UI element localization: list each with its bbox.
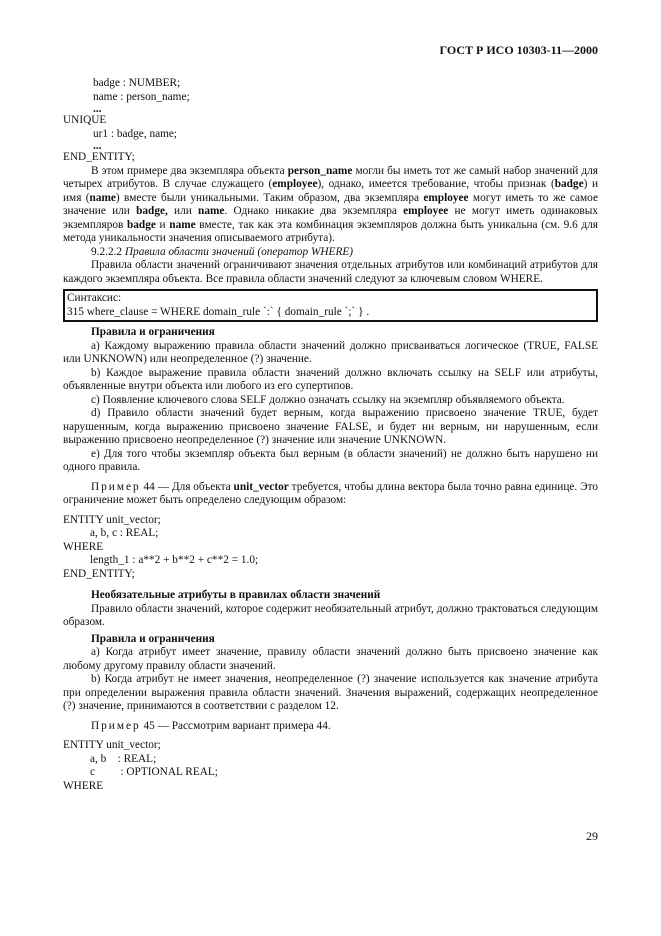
code-line: length_1 : a**2 + b**2 + c**2 = 1.0; [90,554,259,566]
rule-item: a) Каждому выражению правила области значений должно присваиваться логическое (TRUE, FALSE или UNKNOWN) или неопределенное (?) значение. [63,339,598,365]
code-line: ENTITY unit_vector; [63,739,161,751]
page-header: ГОСТ Р ИСО 10303-11—2000 [439,43,598,57]
code-line: ENTITY unit_vector; [63,513,161,526]
rules-heading: Правила и ограничения [91,632,215,645]
syntax-rule: 315 where_clause = WHERE domain_rule `:` { domain_rule `;` } . [67,305,370,318]
code-line: c : OPTIONAL REAL; [90,766,218,778]
code-block-example-45 [63,739,598,793]
rule-item: e) Для того чтобы экземпляр объекта был верным (в области значений) не должно быть нарушено ни одного правила. [63,447,598,473]
example-45-text: Пример 45 — Рассмотрим вариант примера 44. [91,719,331,732]
code-line: a, b : REAL; [90,752,157,765]
example-44-text: Пример 44 — Для объекта unit_vector требуется, чтобы длина вектора была точно равна единице. Это ограничение может быть определено следующим образом: [63,480,599,506]
code-block-example-44 [63,514,598,582]
code-line: ur1 : badge, name; [93,127,178,140]
optional-text: Правило области значений, которое содержит необязательный атрибут, должно трактоваться следующим образом. [63,602,598,628]
paragraph-example-explanation: В этом примере два экземпляра объекта person_name могли бы иметь тот же самый набор значений для четырех атрибутов. В случае служащего (employee), однако, имеется требование, чтобы признак (badge) и имя (name) вместе были уникальными. Таким образом, два экземпляра employee могут иметь то же самое значение или badge, или name. Однако никакие два экземпляра employee не могут иметь одинаковых экземпляров badge и name вместе, так как эта комбинация экземпляров должна быть уникальна (см. 9.6 для метода уникальности значения описываемого атрибута). [63,164,598,244]
rule-item: a) Когда атрибут имеет значение, правилу области значений должно быть присвоено значение как любому другому правилу области значений. [63,646,598,672]
code-line: WHERE [63,540,104,553]
code-ellipsis: ... [93,140,102,152]
rule-item: b) Каждое выражение правила области значений должно включать ссылку на SELF или атрибуты, объявленные внутри объекта или любого из его супертипов. [63,366,598,392]
code-line: badge : NUMBER; [93,77,181,89]
rules-heading: Правила и ограничения [91,326,215,338]
code-line: END_ENTITY; [63,151,135,163]
page-content [63,77,598,793]
optional-heading: Необязательные атрибуты в правилах области значений [91,589,381,601]
section-text: Правила области значений ограничивают значения отдельных атрибутов или комбинаций атрибутов для каждого экземпляра объекта. Все правила области значений следуют за ключевым словом WHERE. [63,259,598,285]
code-ellipsis: ... [93,103,102,115]
code-line: UNIQUE [63,114,107,126]
code-line: WHERE [63,779,104,792]
code-line: a, b, c : REAL; [90,527,159,539]
syntax-box [63,289,598,322]
rule-item: d) Правило области значений будет верным, когда выражению присвоено значение TRUE, будет нарушенным, когда выражению присвоено значение FALSE, и будет ни верным, ни нарушенным, если выражению присвоено неопределенное (?) значение или значение UNKNOWN. [63,407,598,446]
rule-item: b) Когда атрибут не имеет значения, неопределенное (?) значение используется как значение атрибута при определении выражения правила области значений. Значения выражений, содержащих неопределенное (?) значение, принимаются в соответствии с разделом 12. [63,673,598,712]
page-number: 29 [586,829,598,843]
rule-item: c) Появление ключевого слова SELF должно означать ссылку на экземпляр объявляемого объекта. [91,393,565,406]
section-heading: 9.2.2.2 Правила области значений (оператор WHERE) [91,245,354,258]
code-line: name : person_name; [93,90,190,103]
syntax-label: Синтаксис: [67,292,122,304]
code-block-top [63,77,598,165]
code-line: END_ENTITY; [63,567,135,580]
